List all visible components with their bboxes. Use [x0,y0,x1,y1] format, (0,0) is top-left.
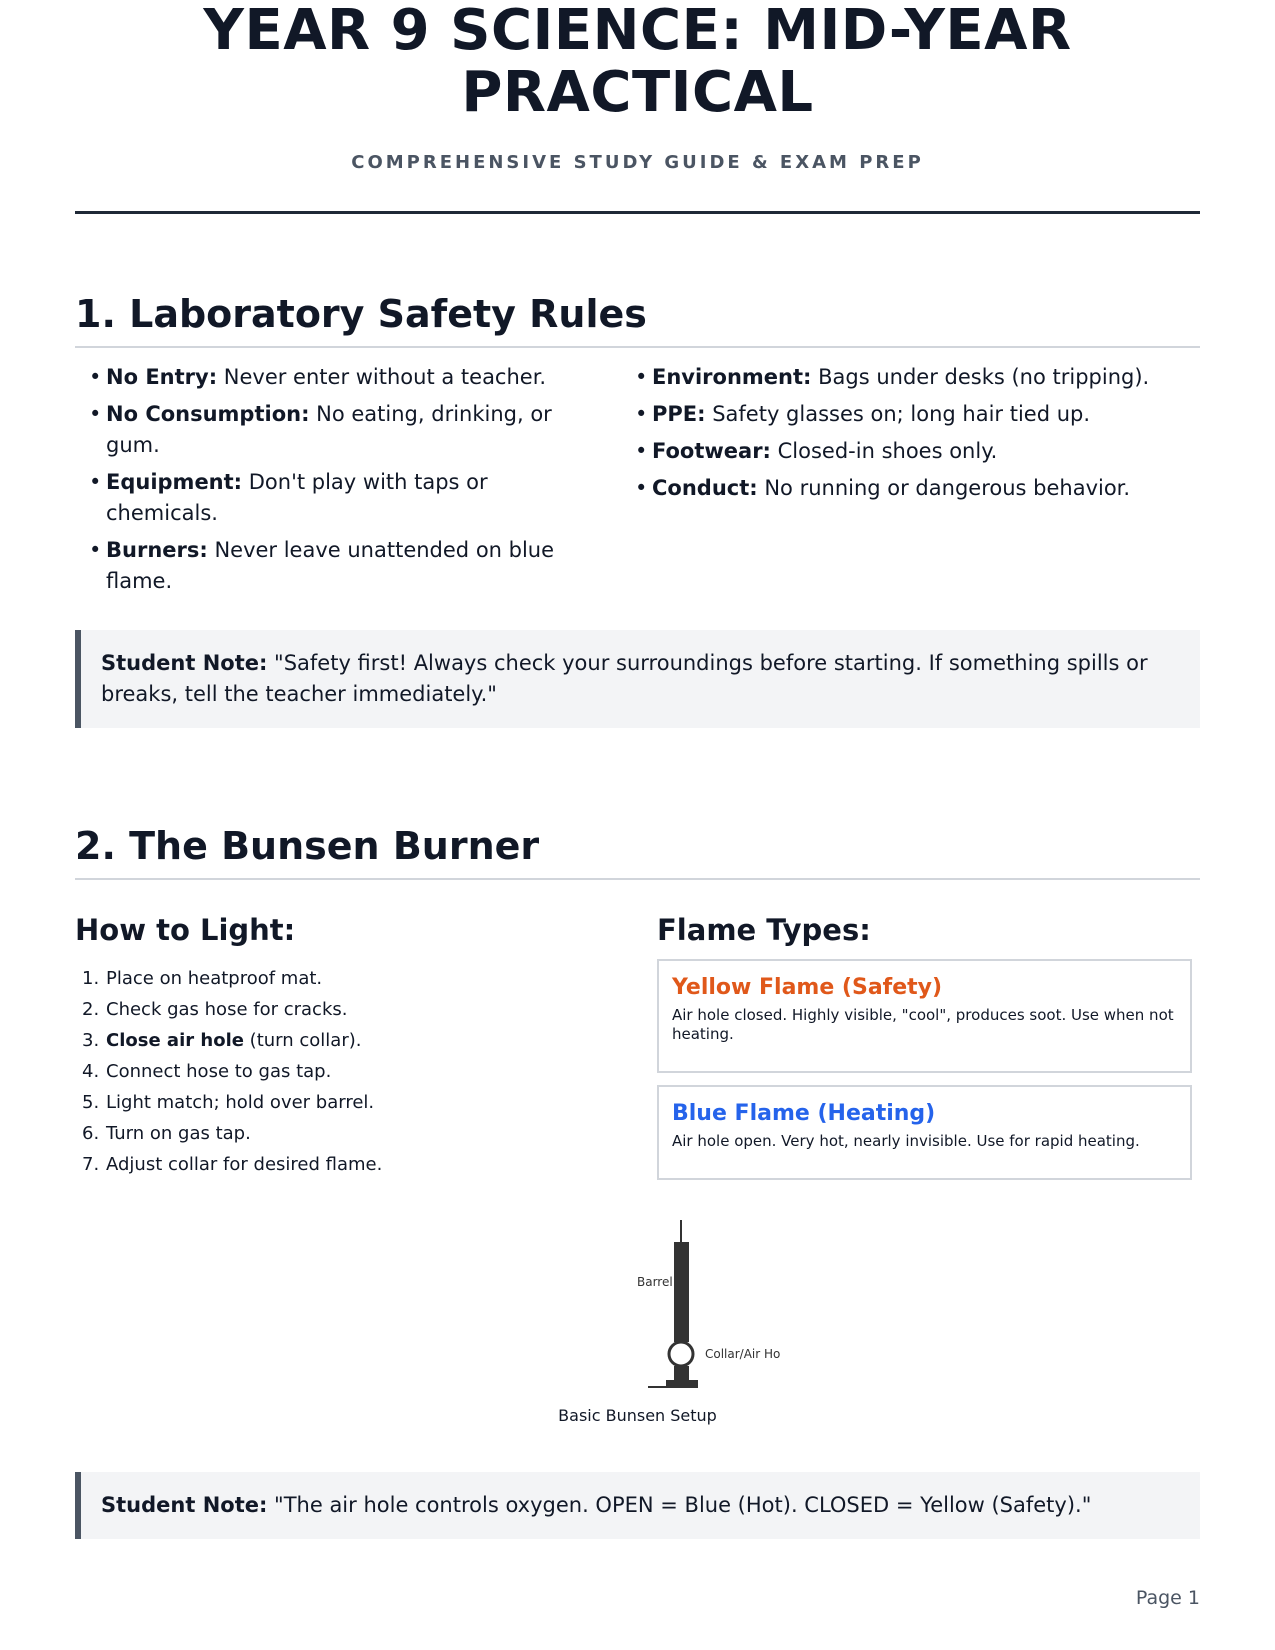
note-text: "Safety first! Always check your surroundings before starting. If something spills or breaks, tell the teacher immediately." [101,651,1148,706]
flame-types [657,913,1200,1150]
step-text: Adjust collar for desired flame. [106,1154,383,1175]
note-text: "The air hole controls oxygen. OPEN = Blue (Hot). CLOSED = Yellow (Safety)." [267,1493,1092,1517]
safety-rule-item [621,362,1201,393]
collar-label: Collar/Air Ho [705,1347,781,1361]
page-number: Page 1 [1135,1587,1200,1609]
lighting-step [75,1025,595,1056]
flame-card-title: Blue Flame (Heating) [672,1101,936,1126]
student-note-safety [75,630,1200,728]
title-line-2: PRACTICAL [461,60,814,125]
step-text: Turn on gas tap. [106,1123,251,1144]
bullet-icon: • [89,402,102,426]
safety-rule-item [75,399,595,461]
flame-card-title: Yellow Flame (Safety) [672,975,943,1000]
safety-rule-item [75,467,595,529]
rule-label: Footwear: [652,439,771,463]
step-number: 1. [82,968,100,989]
rule-label: No Entry: [106,365,218,389]
safety-rule-item [75,535,595,597]
step-text: Place on heatproof mat. [106,968,323,989]
rule-label: Equipment: [106,470,243,494]
student-note-bunsen [75,1472,1200,1539]
safety-rule-item [621,436,1201,467]
bullet-icon: • [635,402,648,426]
rule-text: Don't play with taps or chemicals. [106,470,488,525]
collar-shape [669,1342,693,1366]
bullet-icon: • [89,470,102,494]
bullet-icon: • [89,538,102,562]
section-1-title: 1. Laboratory Safety Rules [75,292,1200,348]
how-to-light [75,913,595,1180]
rule-label: Conduct: [652,476,758,500]
flame-card-blue [657,1085,1192,1180]
barrel-label: Barrel [637,1275,673,1289]
lighting-step [75,1056,595,1087]
rule-label: Burners: [106,538,208,562]
title-line-1: YEAR 9 SCIENCE: MID-YEAR [203,0,1072,63]
how-to-light-title: How to Light: [75,913,296,947]
step-number: 2. [82,999,100,1020]
safety-rule-item [621,399,1201,430]
bunsen-burner-diagram [530,1220,781,1430]
lighting-step [75,994,595,1025]
barrel-shape [674,1242,689,1342]
step-text-rest: (turn collar). [243,1030,362,1051]
step-number: 3. [82,1030,100,1051]
lighting-step [75,1149,595,1180]
step-number: 6. [82,1123,100,1144]
rule-text: Safety glasses on; long hair tied up. [705,402,1091,426]
bullet-icon: • [635,439,648,463]
safety-rules-right [621,362,1201,510]
rule-text: No running or dangerous behavior. [757,476,1131,500]
bullet-icon: • [89,365,102,389]
note-label: Student Note: [101,1493,268,1517]
rule-text: Never enter without a teacher. [217,365,547,389]
burner-base [666,1380,698,1388]
lighting-step [75,1087,595,1118]
rule-label: Environment: [652,365,812,389]
flame-card-text: Air hole closed. Highly visible, "cool", produces soot. Use when not heating. [672,1006,1174,1043]
lighting-step [75,963,595,994]
rule-text: Bags under desks (no tripping). [811,365,1150,389]
bullet-icon: • [635,476,648,500]
safety-rule-item [75,362,595,393]
safety-rules-left [75,362,595,603]
flame-card-yellow [657,959,1192,1073]
safety-rule-item [621,473,1201,504]
step-text: Check gas hose for cracks. [106,999,348,1020]
section-2-title: 2. The Bunsen Burner [75,824,1200,880]
bullet-icon: • [635,365,648,389]
lighting-step [75,1118,595,1149]
title-divider [75,211,1200,214]
flame-types-title: Flame Types: [657,913,871,947]
document-subtitle: COMPREHENSIVE STUDY GUIDE & EXAM PREP [351,152,924,173]
rule-label: No Consumption: [106,402,310,426]
lighting-steps [75,963,595,1180]
rule-text: Closed-in shoes only. [770,439,998,463]
step-number: 5. [82,1092,100,1113]
diagram-caption: Basic Bunsen Setup [558,1406,717,1425]
rule-label: PPE: [652,402,706,426]
step-text: Light match; hold over barrel. [106,1092,375,1113]
rule-text: No eating, drinking, or gum. [106,402,552,457]
document-title [75,0,1200,124]
step-number: 7. [82,1154,100,1175]
step-text: Connect hose to gas tap. [106,1061,332,1082]
note-label: Student Note: [101,651,268,675]
document-page [75,0,1200,1517]
step-text-bold: Close air hole [106,1030,244,1051]
flame-card-text: Air hole open. Very hot, nearly invisible. Use for rapid heating. [672,1132,1140,1150]
burner-neck [674,1366,689,1380]
step-number: 4. [82,1061,100,1082]
rule-text: Never leave unattended on blue flame. [106,538,555,593]
